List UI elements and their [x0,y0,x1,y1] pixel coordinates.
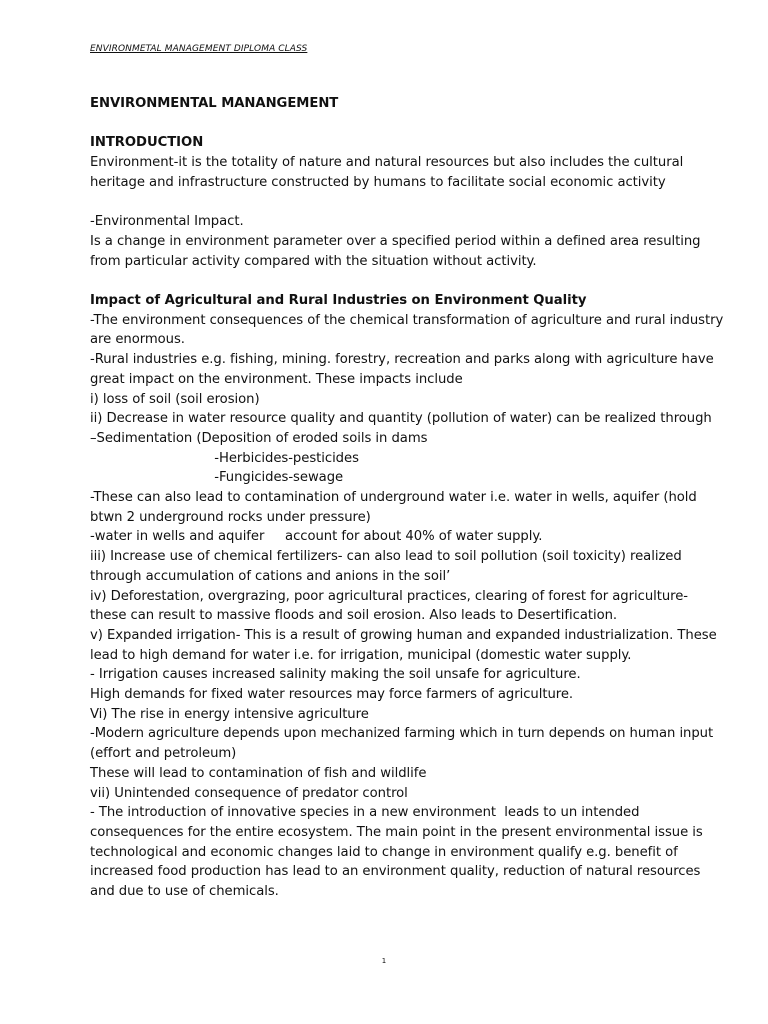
text-line: High demands for fixed water resources may force farmers of agriculture. [90,687,574,703]
text-line: -water in wells and aquifer account for about 40% of water supply. [90,529,543,545]
text-line: from particular activity compared with the situation without activity. [90,253,537,269]
text-line: -Modern agriculture depends upon mechanized farming which in turn depends on human input [90,726,714,742]
text-line: great impact on the environment. These impacts include [90,371,463,387]
text-line: technological and economic changes laid to change in environment qualify e.g. benefit of [90,844,678,860]
text-line: (effort and petroleum) [90,746,237,762]
text-line: -These can also lead to contamination of underground water i.e. water in wells, aquifer (hold [90,490,697,506]
text-line: Is a change in environment parameter over a specified period within a defined area resulting [90,233,701,249]
text-line: -Herbicides-pesticides [90,450,359,466]
text-line: lead to high demand for water i.e. for irrigation, municipal (domestic water supply. [90,647,632,663]
text-line: through accumulation of cations and anions in the soil’ [90,568,451,584]
document-body [90,94,730,902]
text-line: are enormous. [90,332,185,348]
page-number: 1 [381,957,387,965]
blank-line [90,271,730,291]
text-line: vii) Unintended consequence of predator control [90,785,408,801]
text-line: -Fungicides-sewage [90,470,344,486]
section-heading: Impact of Agricultural and Rural Industries on Environment Quality [90,292,587,308]
text-line: These will lead to contamination of fish and wildlife [90,765,427,781]
document-title: ENVIRONMENTAL MANANGEMENT [90,96,339,111]
text-line: - Irrigation causes increased salinity making the soil unsafe for agriculture. [90,667,581,683]
text-line: v) Expanded irrigation- This is a result of growing human and expanded industrialization. These [90,627,717,643]
text-line: –Sedimentation (Deposition of eroded soils in dams [90,430,428,446]
text-line: i) loss of soil (soil erosion) [90,391,260,407]
blank-line [90,193,730,213]
text-line: and due to use of chemicals. [90,884,279,900]
text-line: -The environment consequences of the chemical transformation of agriculture and rural industry [90,312,724,328]
text-line: - The introduction of innovative species in a new environment leads to un intended [90,805,640,821]
text-line: heritage and infrastructure constructed by humans to facilitate social economic activity [90,174,666,190]
text-line: iv) Deforestation, overgrazing, poor agricultural practices, clearing of forest for agriculture- [90,588,689,604]
text-line: btwn 2 underground rocks under pressure) [90,509,371,525]
text-line: ii) Decrease in water resource quality and quantity (pollution of water) can be realized through [90,411,712,427]
text-line: -Environmental Impact. [90,214,244,230]
text-line: increased food production has lead to an environment quality, reduction of natural resources [90,864,701,880]
text-line: Vi) The rise in energy intensive agriculture [90,706,369,722]
text-line: Environment-it is the totality of nature and natural resources but also includes the cultural [90,155,684,171]
text-line: iii) Increase use of chemical fertilizers- can also lead to soil pollution (soil toxicity) realized [90,549,682,565]
text-line: these can result to massive floods and soil erosion. Also leads to Desertification. [90,608,618,624]
text-line: -Rural industries e.g. fishing, mining. forestry, recreation and parks along with agriculture have [90,352,714,368]
text-line: consequences for the entire ecosystem. The main point in the present environmental issue is [90,824,703,840]
text-lines [90,133,730,901]
section-heading: INTRODUCTION [90,135,204,151]
running-header: ENVIRONMETAL MANAGEMENT DIPLOMA CLASS [90,44,308,54]
